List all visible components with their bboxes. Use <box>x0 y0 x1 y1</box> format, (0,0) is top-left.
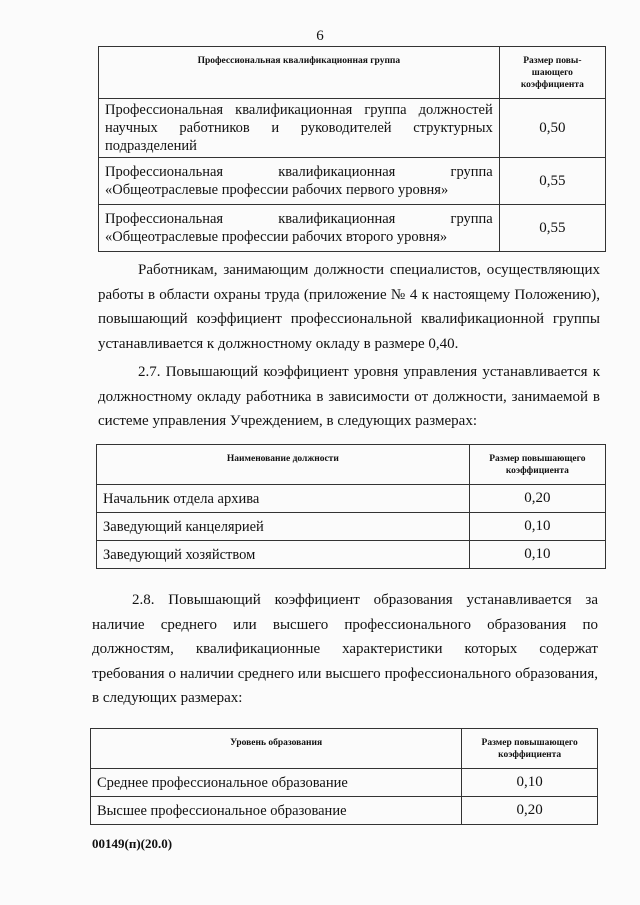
row-name: Высшее профессиональное образование <box>91 797 462 825</box>
column-header-coefficient: Размер повышающего коэффициента <box>462 729 598 769</box>
column-header-coefficient: Размер повышающего коэффициента <box>469 445 605 485</box>
row-value: 0,55 <box>499 158 605 205</box>
table-header-row <box>91 729 598 769</box>
row-name: Заведующий хозяйством <box>97 541 470 569</box>
row-name: Профессиональная квалификационная группа «Общеотраслевые профессии рабочих второго уровня» <box>99 205 500 252</box>
paragraph-safety-specialists: Работникам, занимающим должности специалистов, осуществляющих работы в области охраны труда (приложение № 4 к настоящему Положению), повышающий коэффициент профессиональной квалификационной группы устанавливается к должностному окладу в размере 0,40. <box>98 262 600 352</box>
table-row <box>91 797 598 825</box>
row-value: 0,50 <box>499 99 605 158</box>
table-row <box>97 541 606 569</box>
table-row <box>99 99 606 158</box>
paragraph-management-coefficient: 2.7. Повышающий коэффициент уровня управления устанавливается к должностному окладу работника в зависимости от должности, занимаемой в системе управления Учреждением, в следующих размерах: <box>98 364 600 429</box>
row-value: 0,10 <box>469 513 605 541</box>
row-value: 0,10 <box>462 769 598 797</box>
column-header-education: Уровень образования <box>91 729 462 769</box>
row-name: Профессиональная квалификационная группа «Общеотраслевые профессии рабочих первого уровня» <box>99 158 500 205</box>
table-row <box>99 158 606 205</box>
column-header-coefficient: Размер повы-шающего коэффициента <box>499 47 605 99</box>
table-header-row <box>99 47 606 99</box>
row-name: Среднее профессиональное образование <box>91 769 462 797</box>
table-row <box>97 513 606 541</box>
row-value: 0,20 <box>462 797 598 825</box>
row-name: Заведующий канцелярией <box>97 513 470 541</box>
column-header-position: Наименование должности <box>97 445 470 485</box>
table-header-row <box>97 445 606 485</box>
row-value: 0,55 <box>499 205 605 252</box>
row-name: Профессиональная квалификационная группа должностей научных работников и руководителей структурных подразделений <box>99 99 500 158</box>
education-coefficient-table <box>90 728 598 825</box>
table-row <box>91 769 598 797</box>
paragraph-education-coefficient: 2.8. Повышающий коэффициент образования устанавливается за наличие среднего или высшего профессионального образования по должностям, квалификационные характеристики которых содержат требования о наличии среднего или высшего профессионального образования, в следующих размерах: <box>92 592 598 706</box>
table-row <box>97 485 606 513</box>
column-header-group: Профессиональная квалификационная группа <box>99 47 500 99</box>
row-value: 0,20 <box>469 485 605 513</box>
page-number: 6 <box>316 28 324 44</box>
document-code: 00149(п)(20.0) <box>92 836 173 851</box>
qualification-group-table <box>98 46 606 252</box>
row-value: 0,10 <box>469 541 605 569</box>
table-row <box>99 205 606 252</box>
position-coefficient-table <box>96 444 606 569</box>
row-name: Начальник отдела архива <box>97 485 470 513</box>
